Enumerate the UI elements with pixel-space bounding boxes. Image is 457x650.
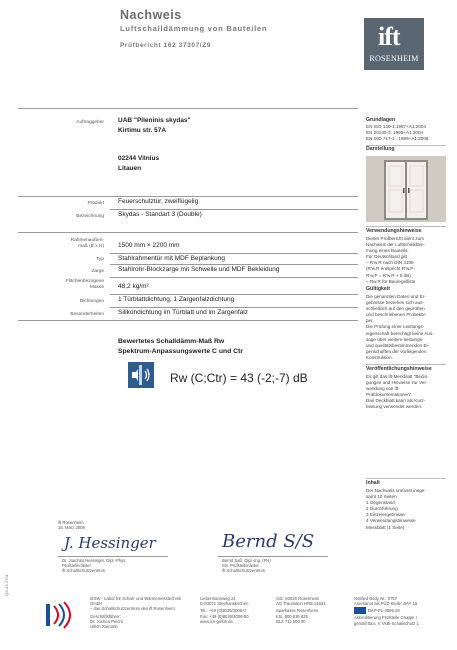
divider (366, 364, 446, 365)
door-photo (366, 156, 446, 222)
verwendung-text (366, 236, 446, 285)
veroeffentlichung-title: Veröffentlichungshinweise (366, 366, 432, 372)
dichtungen-label: Dichtungen (79, 299, 104, 304)
auftraggeber-label: Auftraggeber (76, 120, 104, 125)
footer-line: – das Schallschutzzentrum des ift Rosenheim (90, 606, 175, 612)
verwendung-title: Verwendungshinweise (366, 228, 422, 234)
inhalt-line: 1 Gegenstand (366, 500, 395, 506)
veroeff-line: fassung verwendet werden. (366, 404, 423, 410)
left-signature: J. Hessinger (64, 534, 156, 552)
besonderheiten-value: Silikondichtung im Türblatt und im Zargenfalz (118, 309, 248, 316)
dichtungen-value: 1 Türblattdichtung, 1 Zargenfalzdichtung (118, 296, 235, 303)
divider (110, 209, 358, 210)
auftraggeber-line4: 02244 Vilnius (118, 155, 160, 162)
footer-line: IZSW - Labor für Schall- und Wärmemesstechnik GmbH (90, 596, 181, 607)
rahmen-label-1: Rahmenaußen- (70, 238, 104, 243)
logo-rosenheim-text: ROSENHEIM (369, 54, 419, 63)
masse-label-1: Flächenbezogene (65, 279, 104, 284)
grundlagen-title: Grundlagen (366, 117, 396, 123)
typ-value: Stahlrahmentür mit MDF Beplankung (118, 255, 225, 262)
divider (110, 253, 358, 254)
divider (366, 226, 446, 227)
right-signer-role: Stv. Prüfstellenleiter (222, 563, 259, 568)
grundlagen-item: EN ISO 140-1:1997+A1:2004 (366, 124, 426, 129)
footer-line: Dr. Jochen Peichl (90, 618, 123, 624)
produkt-label: Produkt (87, 201, 104, 206)
footer-line: BLZ 711 500 00 (276, 618, 306, 624)
report-number: Prüfbericht 162 37307/Z9 (120, 42, 211, 49)
gueltigkeit-line: Die Prüfung einer Leistungs- (366, 324, 425, 330)
verwendung-line: R'w,P = R'w,R + 5 dB) (366, 272, 411, 278)
ics-logo (44, 600, 84, 630)
auftraggeber-line5: Litauen (118, 165, 142, 172)
date: 16. März 2009 (58, 525, 85, 530)
gueltigkeit-line: und qualitätsbestimmenden Ei- (366, 342, 430, 348)
inhalt-line: samt 10 Seiten (366, 494, 397, 500)
masse-label-2: Masse (89, 285, 104, 290)
inhalt-line: 4 Verwendungshinweise (366, 518, 416, 524)
auftraggeber-line1: UAB "Pileninis skydas" (118, 117, 191, 124)
gueltigkeit-line: schließlich auf den geprüften (366, 306, 425, 312)
footer-line: Liebermannweg 24 (200, 596, 236, 601)
divider (18, 108, 358, 109)
footer-col2 (200, 596, 260, 624)
rating-formula: Rw (C;Ctr) = 43 (-2;-7) dB (170, 371, 308, 385)
gueltigkeit-title: Gültigkeit (366, 286, 390, 292)
gueltigkeit-line: gebnisse beziehen sich aus- (366, 300, 424, 306)
footer-line: Sparkasse Rosenheim (276, 608, 319, 614)
divider (18, 320, 358, 321)
masse-value: 48,2 kg/m² (118, 283, 149, 290)
footer-line: DAP-PL-3896.28 (368, 608, 400, 614)
footer-line: AG Traunstein HRB 14631 (276, 601, 326, 607)
right-signature: Bernd S/S (222, 531, 315, 552)
footer-line: Tel.: +49 (0)8036/3006-0 (200, 608, 246, 614)
rating-line1: Bewertetes Schalldämm-Maß Rw (118, 338, 225, 345)
footer-line: Ulrich Rairomb (90, 624, 118, 630)
footer-line: gemäß BLs. V VkBl-Schallschutz 1 (354, 620, 419, 626)
divider (110, 264, 358, 265)
veroeff-line: Das Deckblatt kann als Kurz- (366, 398, 426, 404)
divider (18, 232, 358, 233)
dap-icon (354, 607, 366, 614)
place: ift Rosenheim (58, 520, 84, 525)
rating-line2: Spektrum-Anpassungswerte C und Ctr (118, 348, 244, 355)
footer-line: Anerkannt als PÜZ-Stelle: BAY 18 (354, 601, 418, 607)
zarge-label: Zarge (91, 269, 104, 274)
right-signer-name: Bernd Saß, Dipl.-Ing. (FH) (222, 558, 271, 563)
gueltigkeit-line: und beschriebenen Probekör- (366, 312, 427, 318)
veroeff-line: Es gilt das ift-Merkblatt "Bedin- (366, 374, 429, 379)
footer-line: Fax: +49 (0)8036/3006-50 (200, 613, 249, 619)
grundlagen-list (366, 124, 446, 142)
verwendung-line: Für Deutschland gilt (366, 254, 407, 260)
inhalt-title: Inhalt (366, 480, 380, 486)
right-signer-unit: ift Schallschutzzentrum (222, 568, 266, 573)
sound-insulation-icon (128, 362, 154, 388)
besonderheiten-label: Besonderheiten (70, 312, 104, 317)
footer-line: Kto. 900 636 826 (276, 613, 308, 619)
typ-label: Typ (96, 257, 104, 262)
veroeff-line: gungen und Hinweise zur Ver- (366, 380, 428, 386)
divider (18, 196, 358, 197)
signature-line (218, 556, 328, 557)
veroeff-line: Prüfdokumentationen". (366, 392, 413, 398)
left-signer-role: Prüfstellenleiter (62, 563, 91, 568)
footer-line: Sitz: 83026 Rosenheim (276, 596, 320, 601)
veroeffentlichung-text (366, 374, 446, 411)
grundlagen-item: EN 20140-3: 1995+A1:2004 (366, 130, 424, 136)
left-signer-unit: ift Schallschutzzentrum (62, 568, 106, 573)
bezeichnung-label: Bezeichnung (76, 214, 104, 219)
ift-rosenheim-logo (364, 18, 424, 70)
footer-line: Akkreditierung Prüfstelle Gruppe I (354, 615, 417, 621)
verwendung-line: – R'w,R nach DIN 4109 (366, 260, 414, 266)
verwendung-line: Nachweis der Luftschalldäm- (366, 242, 425, 248)
gueltigkeit-line: Die genannten Daten und Er- (366, 294, 426, 299)
footer-line: D-83071 Stephanskirchen (200, 601, 249, 607)
rahmen-label-2: maß (B x H) (78, 244, 104, 249)
footer-col1 (90, 596, 190, 629)
verwendung-line: (R'w,R entspricht R'w,P- (366, 266, 415, 272)
gueltigkeit-line: Konstruktion. (366, 354, 393, 360)
footer-line: www.ics-gmbh.de (200, 618, 233, 624)
inhalt-line: 2 Durchführung (366, 506, 398, 512)
accreditation-badge (354, 607, 449, 614)
veroeff-line: wendung von ift- (366, 386, 400, 392)
inhalt-line: Der Nachweis umfasst insge- (366, 488, 426, 493)
gueltigkeit-line: sage über weitere leistungs- (366, 336, 424, 342)
form-code: QS-43-1701 (4, 574, 9, 596)
footer-col3 (276, 596, 336, 624)
inhalt-text (366, 488, 446, 531)
darstellung-title: Darstellung (366, 146, 395, 152)
verwendung-line: mung eines Bauteils. (366, 248, 409, 254)
auftraggeber-line2: Kirtimu str. 57A (118, 127, 167, 134)
inhalt-line: Messblatt (1 Seite) (366, 524, 405, 530)
footer-line: Notified Body Nr.: 0757 (354, 596, 398, 601)
grundlagen-item: EN ISO 717-1 : 1996+A1:2006 (366, 136, 429, 142)
bezeichnung-value: Skydas - Standart 3 (Double) (118, 211, 202, 218)
divider (110, 277, 358, 278)
left-signer-name: Dr. Joachim Hessinger, Dipl.-Phys. (62, 558, 127, 563)
logo-ift-text: ift (378, 22, 400, 51)
footer-col4 (354, 596, 449, 626)
gueltigkeit-line: genschaften der vorliegenden (366, 348, 427, 354)
footer-line: Geschäftsführer: (90, 613, 121, 619)
document-subtitle: Luftschalldämmung von Bauteilen (120, 24, 268, 33)
gueltigkeit-line: per. (366, 318, 374, 324)
inhalt-line: 3 Einzelergebnisse (366, 512, 405, 518)
produkt-value: Feuerschutztür, zweiflügelig (118, 198, 199, 205)
document-title: Nachweis (120, 8, 182, 22)
divider (110, 294, 358, 295)
verwendung-line: Dieser Prüfbericht dient zum (366, 236, 424, 241)
signature-line (58, 556, 168, 557)
verwendung-line: – Rw,R für Bauregelliste (366, 278, 416, 284)
gueltigkeit-line: eigenschaft berechtigt keine Aus- (366, 330, 434, 336)
gueltigkeit-text (366, 294, 446, 361)
rahmen-value: 1500 mm × 2200 mm (118, 242, 180, 249)
zarge-value: Stahlrohr-Blockzarge mit Schwelle und MDF Bekleidung (118, 266, 280, 273)
divider (366, 478, 446, 479)
divider (110, 307, 358, 308)
